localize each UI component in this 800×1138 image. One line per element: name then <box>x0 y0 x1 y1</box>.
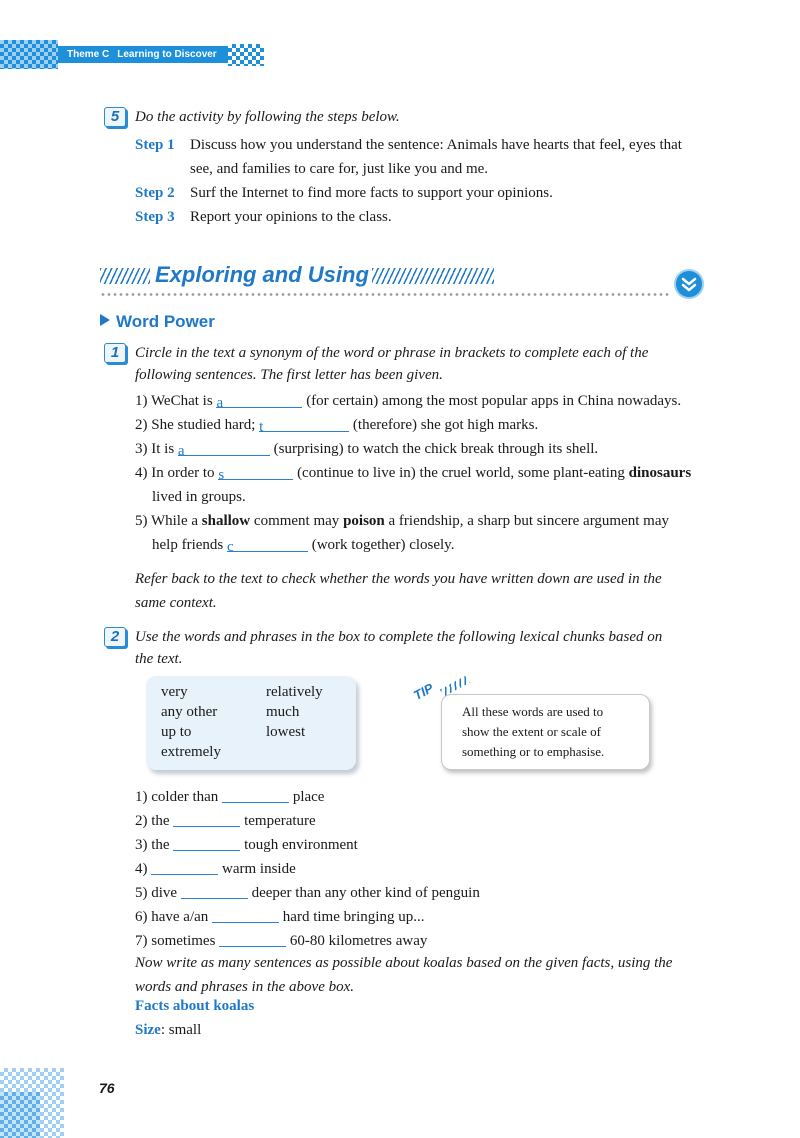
box-word: lowest <box>266 724 306 740</box>
activity-5-instruction: Do the activity by following the steps below. <box>135 109 400 125</box>
answer-blank[interactable] <box>219 932 286 947</box>
step-1-label: Step 1 <box>135 137 175 153</box>
activity-2-write-instruction-cont: words and phrases in the above box. <box>135 979 355 995</box>
step-3-text: Report your opinions to the class. <box>190 209 392 225</box>
page-number: 76 <box>99 1080 115 1096</box>
triangle-icon <box>100 314 110 326</box>
answer-blank[interactable] <box>212 908 279 923</box>
step-2-label: Step 2 <box>135 185 175 201</box>
chunk-item-7: 7) sometimes 60-80 kilometres away <box>135 933 428 949</box>
activity-1-instruction: Circle in the text a synonym of the word or phrase in brackets to complete each of the <box>135 345 649 361</box>
activity-2-write-instruction: Now write as many sentences as possible about koalas based on the given facts, using the <box>135 955 673 971</box>
chunk-item-5: 5) dive deeper than any other kind of penguin <box>135 885 480 901</box>
exercise-item-1: 1) WeChat is a (for certain) among the most popular apps in China nowadays. <box>135 393 682 411</box>
word-box <box>146 676 356 770</box>
theme-title: Learning to Discover <box>117 49 217 60</box>
box-word: much <box>266 704 300 720</box>
step-3-label: Step 3 <box>135 209 175 225</box>
activity-2-instruction: Use the words and phrases in the box to complete the following lexical chunks based on <box>135 629 663 645</box>
activity-2-number: 2 <box>104 627 126 647</box>
chunk-item-1: 1) colder than place <box>135 789 325 805</box>
box-word: relatively <box>266 684 323 700</box>
box-word: up to <box>161 724 192 740</box>
theme-label: Theme C <box>67 49 110 60</box>
title-hatch-right <box>372 268 494 284</box>
title-hatch-left <box>100 268 150 284</box>
activity-1-followup-cont: same context. <box>135 595 217 611</box>
exercise-item-3: 3) It is a (surprising) to watch the chick break through its shell. <box>135 441 599 459</box>
chevron-down-icon[interactable] <box>674 269 704 299</box>
step-1-text: Discuss how you understand the sentence: Animals have hearts that feel, eyes that <box>190 137 682 153</box>
activity-1-followup: Refer back to the text to check whether the words you have written down are used in the <box>135 571 662 587</box>
activity-5-number: 5 <box>104 107 126 127</box>
exercise-item-5: 5) While a shallow comment may poison a friendship, a sharp but sincere argument may <box>135 513 669 529</box>
answer-blank[interactable] <box>173 812 240 827</box>
theme-header <box>58 46 228 63</box>
tip-text: All these words are used to show the extent or scale of something or to emphasise. <box>462 704 605 759</box>
exercise-item-4: 4) In order to s (continue to live in) the cruel world, some plant-eating dinosaurs <box>135 465 692 483</box>
chunk-item-6: 6) have a/an hard time bringing up... <box>135 909 425 925</box>
answer-blank[interactable] <box>173 836 240 851</box>
answer-blank[interactable] <box>151 860 218 875</box>
activity-1-number: 1 <box>104 343 126 363</box>
word-power-heading <box>100 312 215 332</box>
answer-blank[interactable]: a <box>216 391 302 408</box>
box-word: very <box>161 684 188 700</box>
word-power-label: Word Power <box>116 312 215 331</box>
tip-label: TIP <box>410 680 436 703</box>
answer-blank[interactable] <box>181 884 248 899</box>
chunk-item-4: 4) warm inside <box>135 861 296 877</box>
dotted-divider <box>100 293 670 296</box>
activity-1-instruction-cont: following sentences. The first letter has been given. <box>135 367 443 383</box>
answer-blank[interactable] <box>222 788 289 803</box>
answer-blank[interactable]: s <box>218 463 293 480</box>
exercise-item-2: 2) She studied hard; t (therefore) she got high marks. <box>135 417 539 435</box>
step-2-text: Surf the Internet to find more facts to support your opinions. <box>190 185 553 201</box>
chunk-item-3: 3) the tough environment <box>135 837 358 853</box>
activity-2-instruction-cont: the text. <box>135 651 183 667</box>
step-1-text-cont: see, and families to care for, just like you and me. <box>190 161 489 177</box>
answer-blank[interactable]: c <box>227 535 308 552</box>
box-word: extremely <box>161 744 221 760</box>
exercise-item-4-cont: lived in groups. <box>152 489 246 505</box>
fact-size: Size: small <box>135 1022 202 1038</box>
facts-title: Facts about koalas <box>135 998 255 1014</box>
answer-blank[interactable]: a <box>178 439 270 456</box>
section-title: Exploring and Using <box>155 262 369 287</box>
box-word: any other <box>161 704 218 720</box>
answer-blank[interactable]: t <box>259 415 349 432</box>
chunk-item-2: 2) the temperature <box>135 813 316 829</box>
exercise-item-5-cont: help friends c (work together) closely. <box>152 537 455 555</box>
